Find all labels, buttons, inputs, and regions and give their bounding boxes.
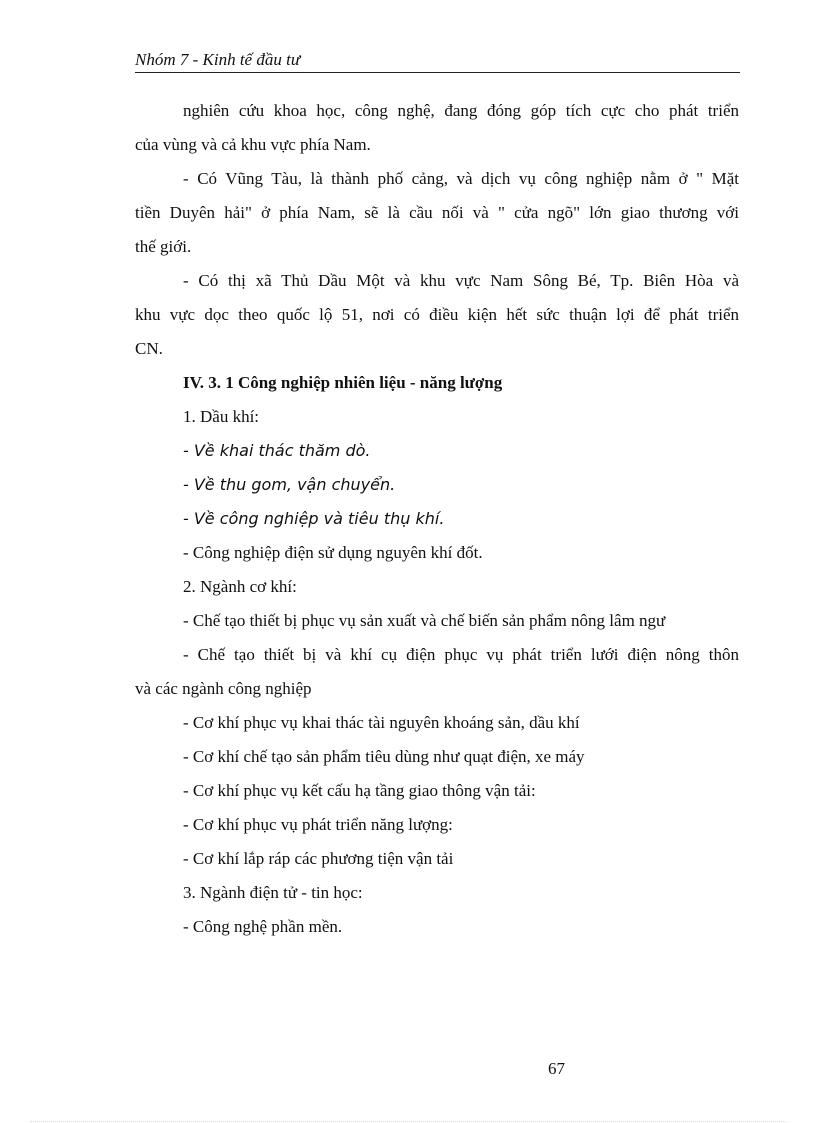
list-item: - Về thu gom, vận chuyển. [183,475,396,494]
list-heading: 3. Ngành điện tử - tin học: [183,883,363,902]
page-header [135,50,740,73]
page-number: 67 [548,1059,565,1078]
paragraph-line: - Có thị xã Thủ Dầu Một và khu vực Nam Sông Bé, Tp. Biên Hòa và [183,271,739,290]
paragraph-line: nghiên cứu khoa học, công nghệ, đang đóng góp tích cực cho phát triển [183,101,739,120]
paragraph-line: thế giới. [135,237,192,256]
list-item: - Cơ khí phục vụ kết cấu hạ tầng giao thông vận tải: [183,781,536,800]
paragraph-line: của vùng và cả khu vực phía Nam. [135,135,371,154]
page-bottom-border [30,1121,786,1122]
list-item: - Chế tạo thiết bị phục vụ sản xuất và chế biến sản phẩm nông lâm ngư [183,611,666,630]
section-heading: IV. 3. 1 Công nghiệp nhiên liệu - năng lượng [183,373,503,392]
document-body [135,94,739,944]
list-item: - Cơ khí phục vụ phát triển năng lượng: [183,815,453,834]
paragraph-line: tiền Duyên hải" ở phía Nam, sẽ là cầu nối và " cửa ngõ" lớn giao thương với [135,203,739,222]
list-item: - Chế tạo thiết bị và khí cụ điện phục vụ phát triển lưới điện nông thôn [183,645,739,664]
list-item: - Công nghiệp điện sử dụng nguyên khí đốt. [183,543,483,562]
list-heading: 1. Dầu khí: [183,407,260,426]
header-title: Nhóm 7 - Kinh tế đầu tư [135,50,301,69]
list-item: - Về công nghiệp và tiêu thụ khí. [183,509,445,528]
list-item: - Cơ khí lắp ráp các phương tiện vận tải [183,849,454,868]
paragraph-line: khu vực dọc theo quốc lộ 51, nơi có điều kiện hết sức thuận lợi để phát triển [135,305,739,324]
list-item: - Công nghệ phần mền. [183,917,343,936]
paragraph-line: - Có Vũng Tàu, là thành phố cảng, và dịch vụ công nghiệp nằm ở " Mặt [183,169,739,188]
list-item: - Cơ khí phục vụ khai thác tài nguyên khoáng sản, dầu khí [183,713,580,732]
list-heading: 2. Ngành cơ khí: [183,577,297,596]
list-item-continuation: và các ngành công nghiệp [135,679,312,698]
list-item: - Cơ khí chế tạo sản phẩm tiêu dùng như quạt điện, xe máy [183,747,585,766]
paragraph-line: CN. [135,339,163,358]
list-item: - Về khai thác thăm dò. [183,441,371,460]
